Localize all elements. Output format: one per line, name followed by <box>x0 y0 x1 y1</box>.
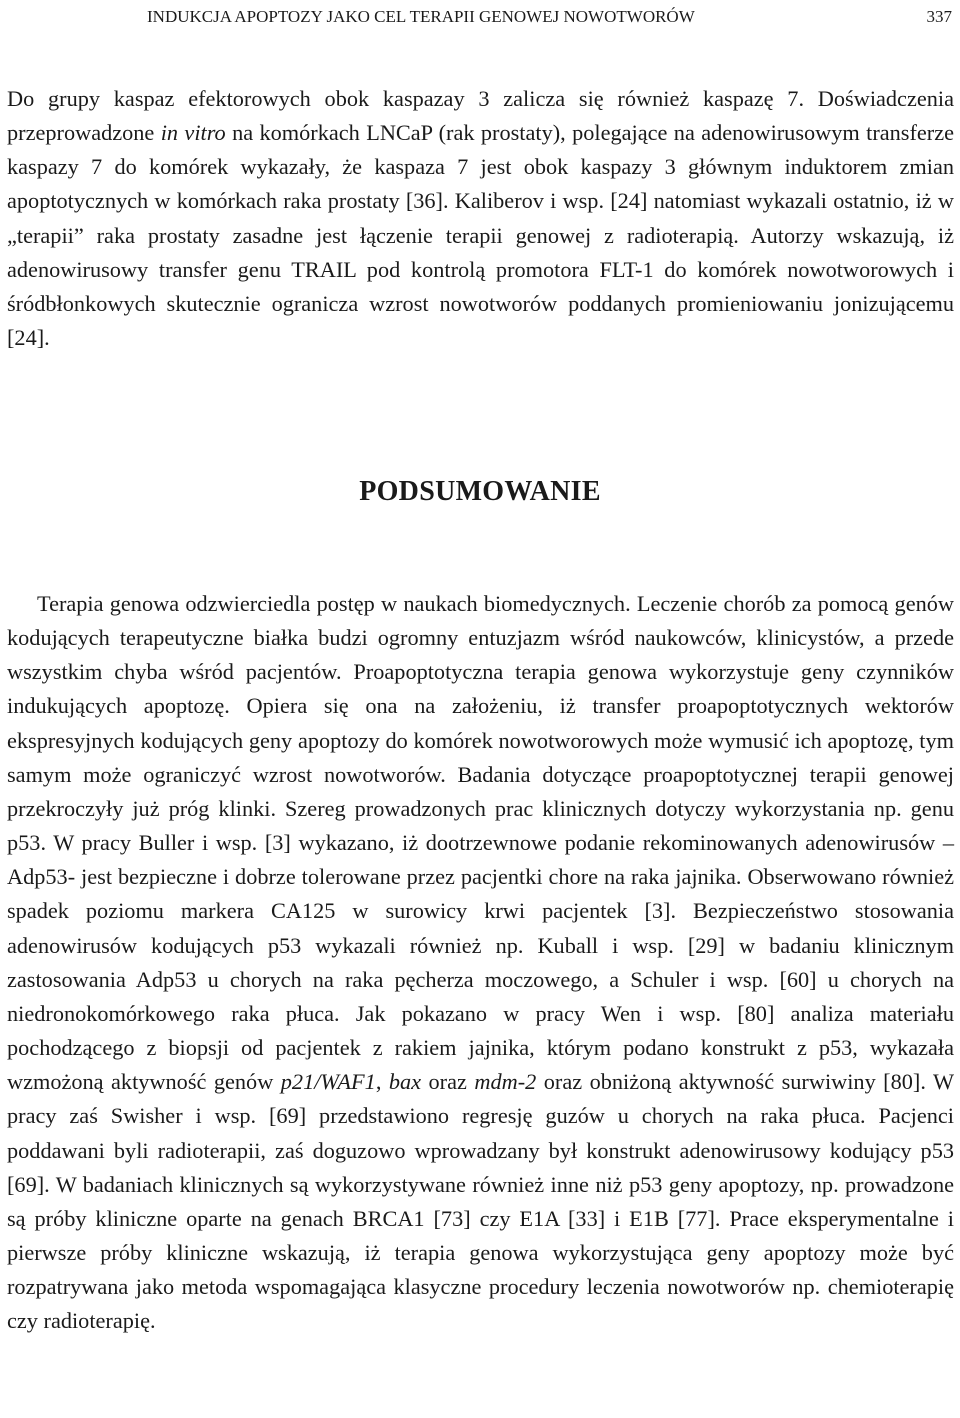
separator-1: , <box>375 1069 389 1095</box>
section-heading: PODSUMOWANIE <box>359 476 601 507</box>
in-vitro-term: in vitro <box>160 120 226 146</box>
page-number: 337 <box>926 7 952 26</box>
paragraph-text <box>7 587 954 1338</box>
paragraph-caspase-7 <box>7 82 954 355</box>
running-head <box>0 5 960 29</box>
paragraph-text <box>7 82 954 355</box>
summary-text-a: Terapia genowa odzwierciedla postęp w naukach biomedycznych. Leczenie chorób za pomocą genów kodujących terapeutyczne białka budzi ogromny entuzjazm wśród naukowców, klinicystów, a przede wszystkim chyba wśród pacjentów. Proapoptotyczna terapia genowa wykorzystuje geny czynników indukujących apoptozę. Opiera się ona na założeniu, iż transfer proapoptotycznych wektorów ekspresyjnych kodujących geny apoptozy do komórek nowotworowych może wymusić ich apoptozę, tym samym może ograniczyć wzrost nowotworów. Badania dotyczące proapoptotycznej terapii genowej przekroczyły już próg klinki. Szereg prowadzonych prac klinicznych dotyczy wykorzystania np. genu p53. W pracy Buller i wsp. [3] wykazano, iż dootrzewnowe podanie rekominowanych adenowirusów –Adp53- jest bezpieczne i dobrze tolerowane przez pacjentki chore na raka jajnika. Obserwowano również spadek poziomu markera CA125 w surowicy krwi pacjentek [3]. Bezpieczeństwo stosowania adenowirusów kodujących p53 wykazali również np. Kuball i wsp. [29] w badaniu klinicznym zastosowania Adp53 u chorych na raka pęcherza moczowego, a Schuler i wsp. [60] u chorych na niedronokomórkowego raka płuca. Jak pokazano w pracy Wen i wsp. [80] analiza materiału pochodzącego z biopsji od pacjentek z rakiem jajnika, którym podano konstrukt z p53, wykazała wzmożoną aktywność genów <box>7 591 954 1095</box>
gene-mdm-2: mdm-2 <box>474 1069 537 1095</box>
paragraph-summary <box>7 587 954 1338</box>
separator-2: oraz <box>421 1069 475 1095</box>
summary-text-b: oraz obniżoną aktywność surwiwiny [80]. W pracy zaś Swisher i wsp. [69] przedstawiono regresję guzów u chorych na raka płuca. Pacjenci poddawani byli radioterapii, zaś doguzowo wprowadzany był konstrukt adenowirusowy kodujący p53 [69]. W badaniach klinicznych są wykorzystywane również inne niż p53 geny apoptozy, np. prowadzone są próby kliniczne oparte na genach BRCA1 [73] czy E1A [33] i E1B [77]. Prace eksperymentalne i pierwsze próby kliniczne wskazują, iż terapia genowa wykorzystująca geny apoptozy może być rozpatrywana jako metoda wspomagająca klasyczne procedury leczenia nowotworów np. chemioterapię czy radioterapię. <box>7 1069 955 1334</box>
running-head-title: INDUKCJA APOPTOZY JAKO CEL TERAPII GENOWEJ NOWOTWORÓW <box>147 7 695 26</box>
paragraph-text-start: Do grupy kaspaz efektorowych obok kaspazay 3 zalicza się również kaspazę 7. Doświadczenia przeprowadzone <box>7 86 954 146</box>
gene-bax: bax <box>388 1069 422 1095</box>
gene-p21-waf1: p21/WAF1 <box>280 1069 376 1095</box>
paragraph-text-rest: na komórkach LNCaP (rak prostaty), polegające na adenowirusowym transferze kaspazy 7 do komórek wykazały, że kaspaza 7 jest obok kaspazy 3 głównym induktorem zmian apoptotycznych w komórkach raka prostaty [36]. Kaliberov i wsp. [24] natomiast wykazali ostatnio, iż w „terapii” raka prostaty zasadne jest łączenie terapii genowej z radioterapią. Autorzy wskazują, iż adenowirusowy transfer genu TRAIL pod kontrolą promotora FLT-1 do komórek nowotworowych i śródbłonkowych skutecznie ogranicza wzrost nowotworów poddanych promieniowaniu jonizującemu [24]. <box>7 120 955 351</box>
